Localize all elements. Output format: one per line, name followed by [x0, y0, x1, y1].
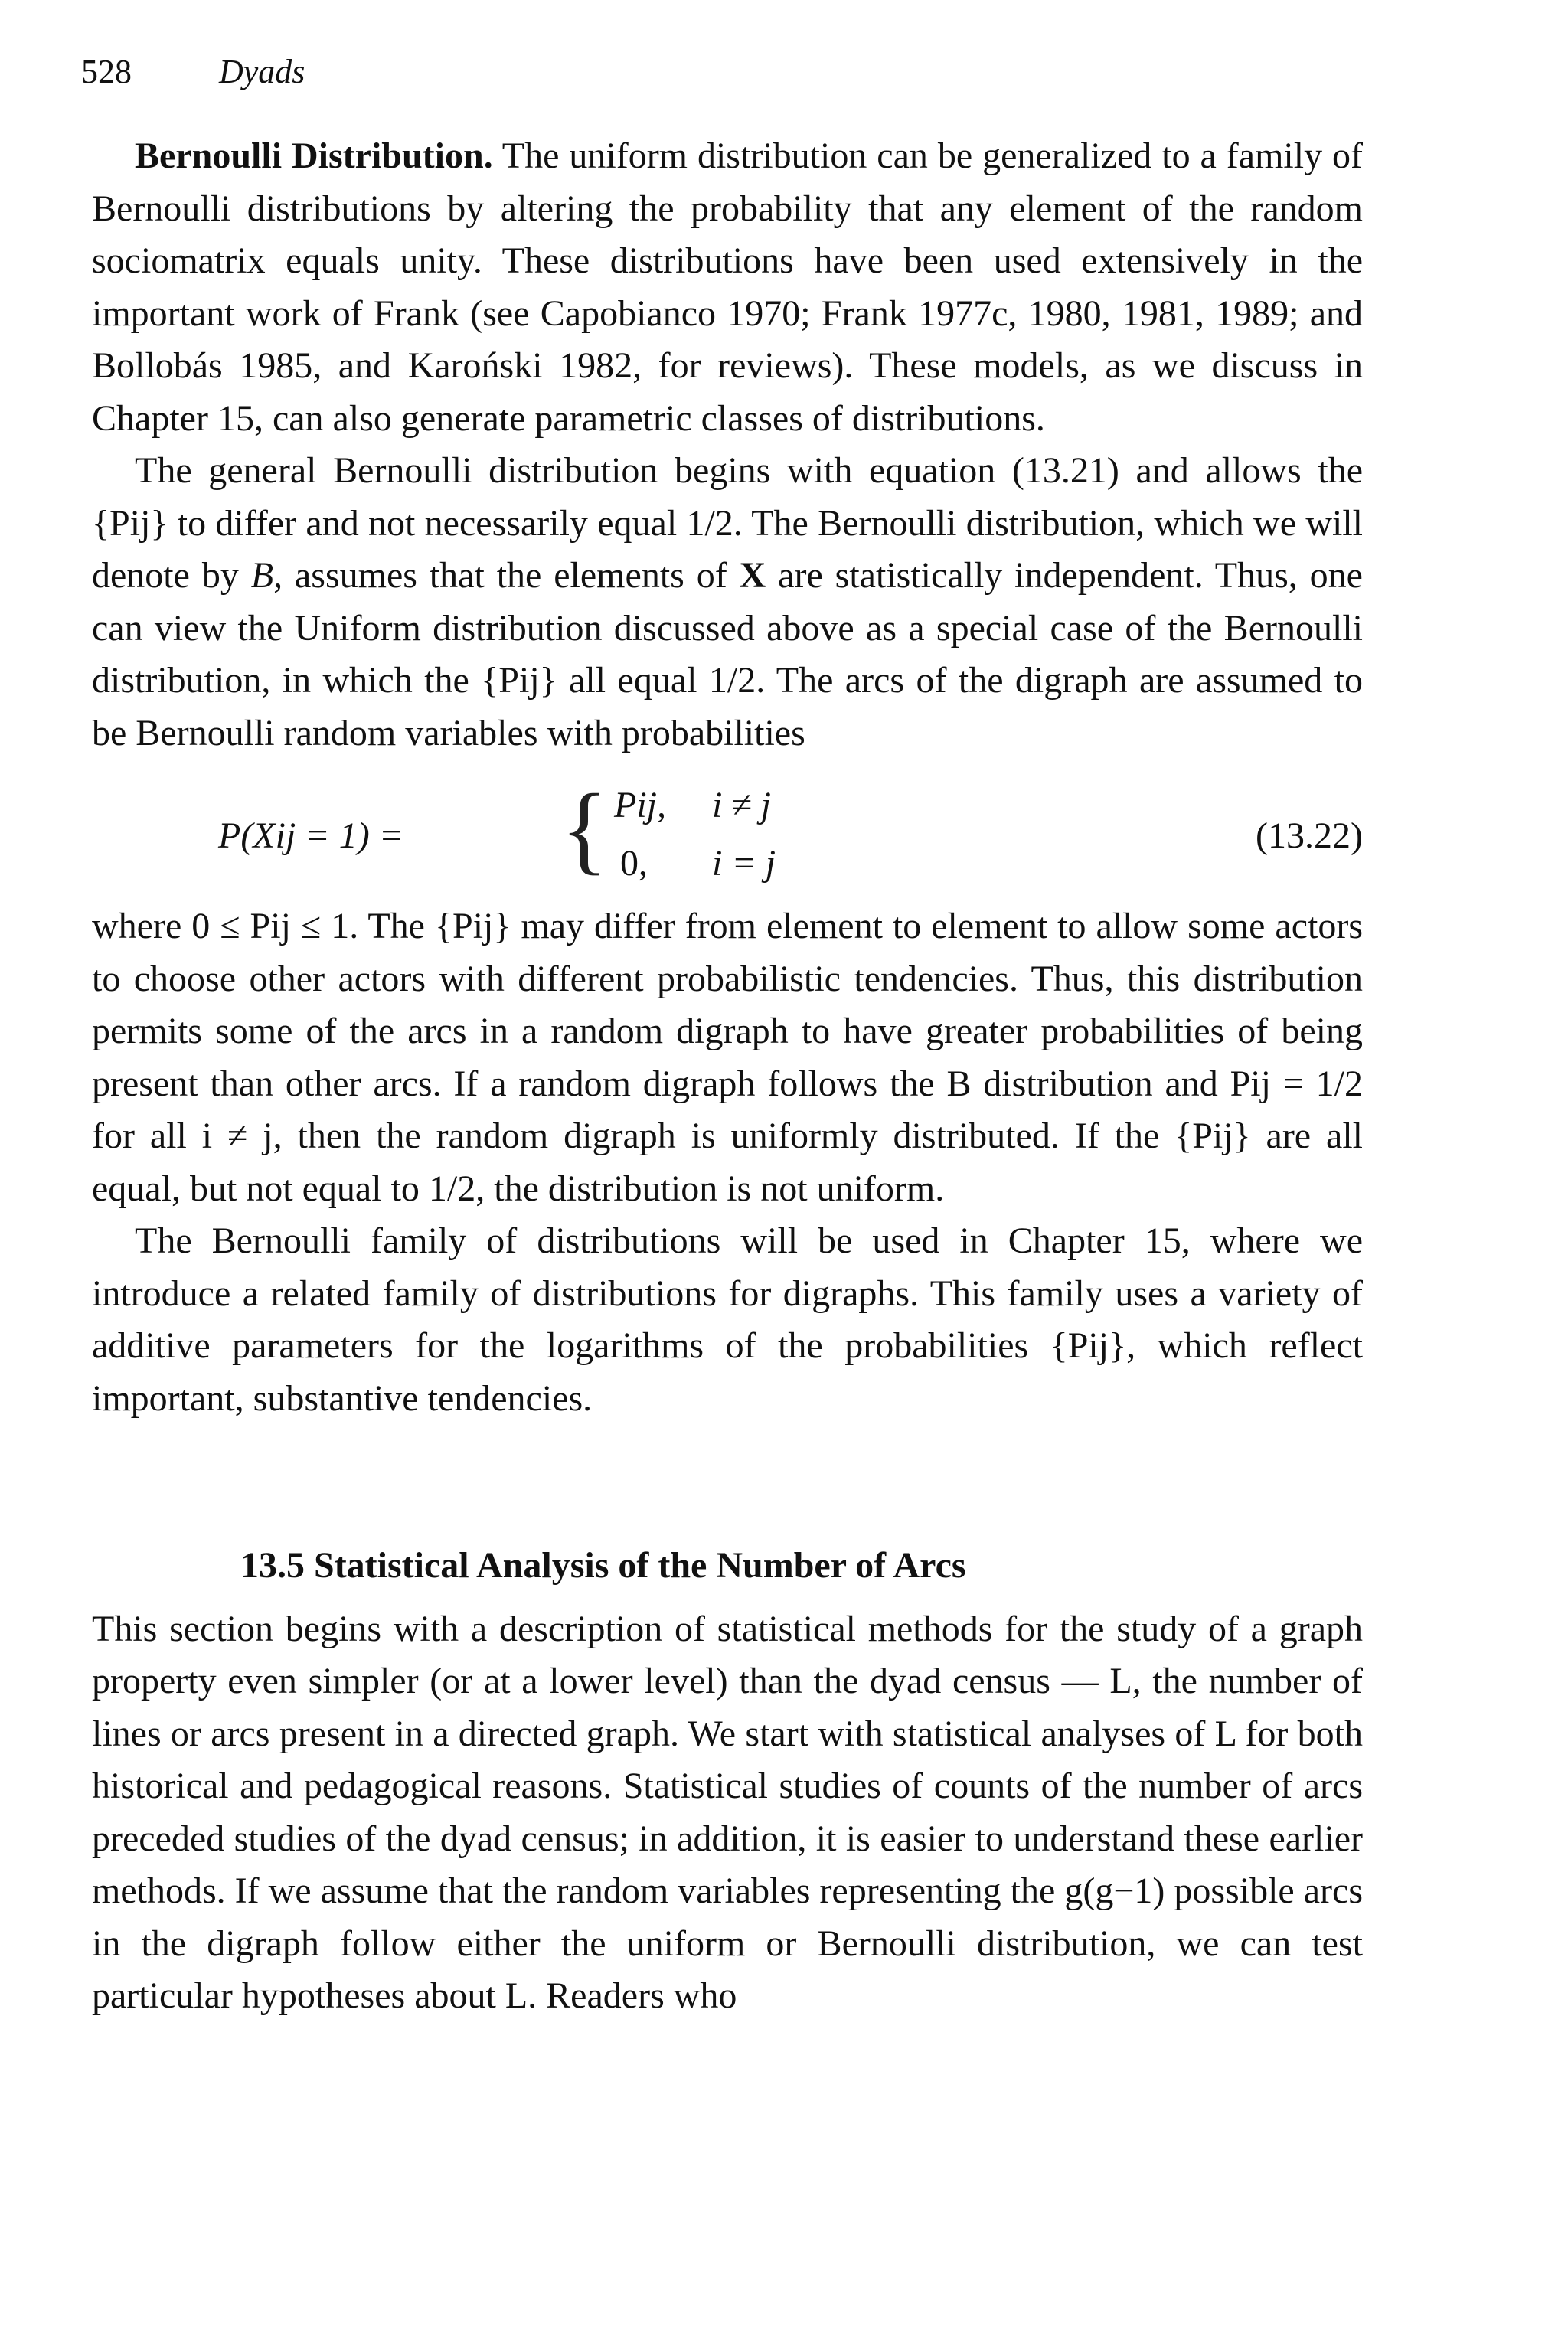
- equation-case2-value: 0,: [620, 843, 648, 884]
- running-title: Dyads: [219, 53, 305, 90]
- paragraph-section-intro: This section begins with a description of statistical methods for the study of a graph property even simpler (or at a lower level) than the dyad census — L, the number of lines or arcs present in a directed graph. We start with statistical analyses of L for both historical and pedagogical reasons. Statistical studies of counts of the number of arcs preceded studies of the dyad census; in addition, it is easier to understand these earlier methods. If we assume that the random variables representing the g(g−1) possible arcs in the digraph follow either the uniform or Bernoulli distribution, we can test particular hypotheses about L. Readers who: [92, 1608, 1363, 2016]
- running-head: [81, 55, 305, 89]
- equation-lhs: P(Xij = 1) =: [218, 815, 404, 856]
- equation-case1-condition: i ≠ j: [712, 785, 772, 825]
- paragraph-text: The general Bernoulli distribution begins with equation (13.21) and allows the {Pij} to differ and not necessarily equal 1/2. The Bernoulli distribution, which we will denote by: [92, 450, 1363, 596]
- equation-case2-condition: i = j: [712, 843, 776, 884]
- paragraph-text: , assumes that the elements of: [273, 555, 740, 596]
- paragraph-text: The uniform distribution can be generalized to a family of Bernoulli distributions by altering the probability that any element of the random sociomatrix equals unity. These distributions have been used extensively in the important work of Frank (see Capobianco 1970; Frank 1977c, 1980, 1981, 1989; and Bollobás 1985, and Karoński 1982, for reviews). These models, as we discuss in Chapter 15, can also generate parametric classes of distributions.: [92, 136, 1364, 439]
- left-brace: {: [560, 774, 609, 884]
- equation-case1-value: Pij,: [614, 785, 666, 825]
- symbol-x: X: [739, 555, 766, 596]
- paragraph-text: are statistically independent. Thus, one can view the Uniform distribution discussed above as a special case of the Bernoulli distribution, in which the {Pij} all equal 1/2. The arcs of the digraph are assumed to be Bernoulli random variables with probabilities: [92, 555, 1363, 753]
- run-in-heading: Bernoulli Distribution.: [135, 136, 493, 176]
- paragraph-bernoulli-intro: [92, 130, 1363, 445]
- paragraph-where: where 0 ≤ Pij ≤ 1. The {Pij} may differ from element to element to allow some actors to choose other actors with different probabilistic tendencies. Thus, this distribution permits some of the arcs in a random digraph to have greater probabilities of being present than other arcs. If a random digraph follows the B distribution and Pij = 1/2 for all i ≠ j, then the random digraph is uniformly distributed. If the {Pij} are all equal, but not equal to 1/2, the distribution is not uniform.: [92, 906, 1363, 1209]
- page-number: 528: [81, 53, 132, 90]
- paragraph-general-bernoulli: [92, 445, 1363, 760]
- body-text: [92, 130, 1363, 2023]
- section-heading: 13.5 Statistical Analysis of the Number of Arcs: [240, 1545, 966, 1586]
- equation-13-22: [92, 773, 1363, 896]
- symbol-b: B: [250, 555, 274, 596]
- paragraph-bernoulli-family: The Bernoulli family of distributions will be used in Chapter 15, where we introduce a related family of distributions for digraphs. This family uses a variety of additive parameters for the logarithms of the probabilities {Pij}, which reflect important, substantive tendencies.: [92, 1220, 1363, 1419]
- equation-number: (13.22): [1256, 815, 1363, 856]
